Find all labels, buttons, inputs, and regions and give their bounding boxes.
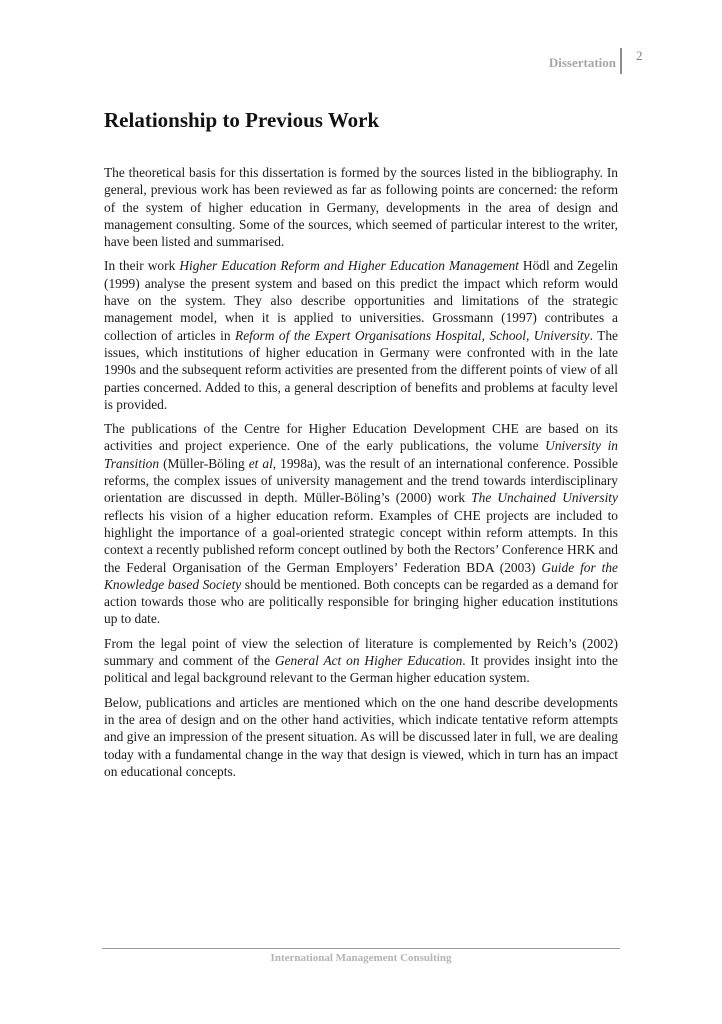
text-run: reflects his vision of a higher education reform. Examples of CHE projects are included to highlight the importance of a goal-oriented strategic concept within reform attempts. In this context a recently published reform concept outlined by both the Rectors’ Conference HRK and the Federal Organisation of the German Employers’ Federation BDA (2003) <box>104 507 618 575</box>
text-run: Hödl and Zegelin (1999) analyse the present system and based on this predict the impact which reform would have on the system. They also describe opportunities and limitations of the strategic management model, when it is applied to universities. Grossmann (1997) contributes a collection of articles in <box>104 258 618 343</box>
text-run: (Müller-Böling <box>159 455 249 471</box>
footer-divider <box>102 948 620 949</box>
page-number: 2 <box>636 48 643 63</box>
text-run: The publications of the Centre for Higher Education Development CHE are based on its activities and project experience. One of the early publications, the volume <box>104 421 618 454</box>
text-run: . The issues, which institutions of higher education in Germany were confronted with in the late 1990s and the subsequent reform activities are presented from the different points of view of all parties concerned. Added to this, a general description of benefits and problems at faculty level is provided. <box>104 327 618 412</box>
book-title: Reform of the Expert Organisations Hospital, School, University <box>235 327 590 343</box>
book-title: Guide for the Knowledge based Society <box>104 559 618 592</box>
text-run: In their work <box>104 258 180 274</box>
book-title: The Unchained University <box>471 490 618 506</box>
page-footer: International Management Consulting <box>270 952 452 964</box>
paragraph-hodl-grossmann <box>104 257 618 413</box>
paragraph-legal <box>104 635 618 687</box>
book-title: University in Transition <box>104 438 618 471</box>
section-title: Relationship to Previous Work <box>104 108 380 132</box>
text-run: . It provides insight into the political and legal background relevant to the German higher education system. <box>104 653 618 686</box>
book-title: Higher Education Reform and Higher Education Management <box>179 258 519 274</box>
paragraph-intro <box>104 164 618 250</box>
book-title: General Act on Higher Education <box>274 653 463 669</box>
text-run: , 1998a), was the result of an international conference. Possible reforms, the complex issues of university management and the trend towards interdisciplinary orientation are discussed in depth. Müller-Böling’s (2000) work <box>104 455 618 506</box>
header-divider <box>620 48 622 74</box>
text-run: From the legal point of view the selection of literature is complemented by Reich’s (2002) summary and comment of the <box>104 635 618 669</box>
header-label: Dissertation <box>548 55 616 70</box>
paragraph-design <box>104 694 618 780</box>
paragraph-che <box>104 420 618 628</box>
paragraph-text: Below, publications and articles are mentioned which on the one hand describe developments in the area of design and on the other hand activities, which indicate tentative reform attempts and give an impression of the present situation. As will be discussed later in full, we are dealing today with a fundamental change in the way that design is viewed, which in turn has an impact on educational concepts. <box>104 694 618 779</box>
text-run: should be mentioned. Both concepts can be regarded as a demand for action towards those who are politically responsible for bringing higher education institutions up to date. <box>104 576 618 627</box>
body-text <box>104 164 618 787</box>
paragraph-text: The theoretical basis for this dissertation is formed by the sources listed in the bibliography. In general, previous work has been reviewed as far as following points are concerned: the reform of the system of higher education in Germany, developments in the area of design and management consulting. Some of the sources, which seemed of particular interest to the writer, have been listed and summarised. <box>104 165 618 250</box>
citation-et-al: et al <box>248 455 273 471</box>
